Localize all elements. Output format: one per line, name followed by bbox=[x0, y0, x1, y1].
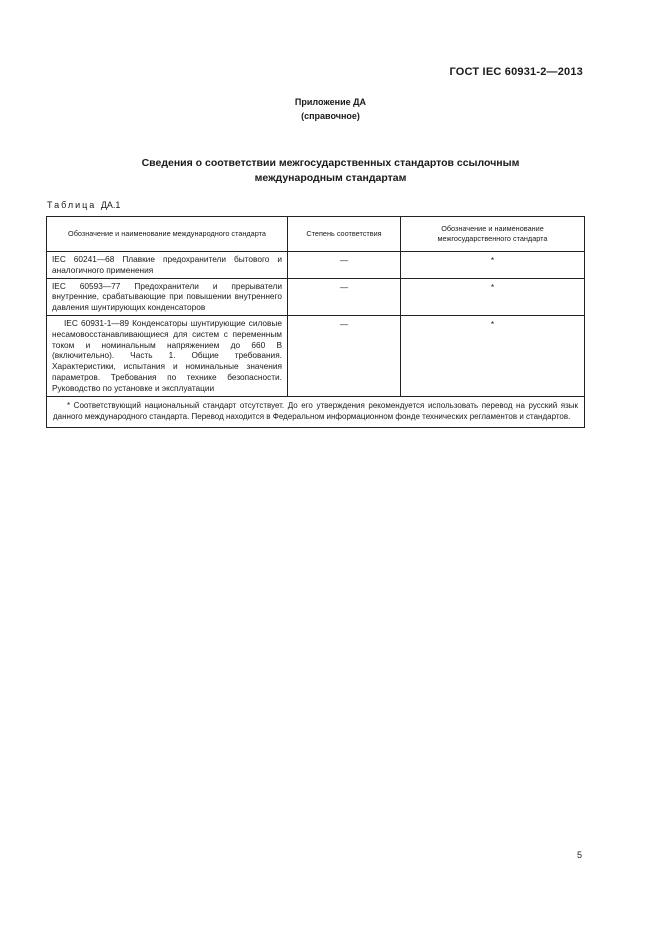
table-footnote-text: * Соответствующий национальный стандарт отсутствует. До его утверждения рекомендуется использовать перевод на русский язык данного международного стандарта. Перевод находится в Федеральном информационном фонде технических регламентов и стандартов. bbox=[53, 400, 578, 422]
table-caption-number: ДА.1 bbox=[100, 200, 121, 210]
table-header-row bbox=[47, 217, 585, 252]
header-interstate-standard: Обозначение и наименование межгосударственного стандарта bbox=[401, 217, 585, 252]
correspondence-table bbox=[46, 216, 585, 428]
row-international-standard: IEC 60593—77 Предохранители и прерыватели внутренние, срабатывающие при повышении внутреннего давления шунтирующих конденсаторов bbox=[47, 278, 288, 315]
document-code: ГОСТ IEC 60931-2—2013 bbox=[449, 66, 583, 78]
table-footnote bbox=[47, 396, 585, 427]
section-title-line-2: международным стандартам bbox=[254, 172, 407, 184]
row-degree: — bbox=[288, 315, 401, 396]
page-number: 5 bbox=[577, 850, 583, 860]
row-degree: — bbox=[288, 252, 401, 279]
row-interstate-standard: * bbox=[401, 278, 585, 315]
appendix-title: Приложение ДА bbox=[294, 97, 367, 107]
row-international-standard bbox=[47, 315, 288, 396]
row-international-standard-text: IEC 60931-1—89 Конденсаторы шунтирующие силовые несамовосстанавливающиеся для систем с переменным током и номинальным напряжением до 660 В (включительно). Часть 1. Общие требования. Характеристики, испытания и номинальные значения параметров. Требования по технике безопасности. Руководство по установке и эксплуатации bbox=[52, 317, 282, 393]
row-degree: — bbox=[288, 278, 401, 315]
row-interstate-standard: * bbox=[401, 252, 585, 279]
header-international-standard: Обозначение и наименование международного стандарта bbox=[47, 217, 288, 252]
table-row bbox=[47, 315, 585, 396]
section-title bbox=[60, 156, 601, 186]
table-footnote-row bbox=[47, 396, 585, 427]
row-interstate-standard: * bbox=[401, 315, 585, 396]
appendix-heading bbox=[0, 95, 661, 123]
table-row bbox=[47, 252, 585, 279]
table-caption bbox=[47, 200, 120, 210]
appendix-note: (справочное) bbox=[301, 111, 360, 121]
header-degree-of-correspondence: Степень соответствия bbox=[288, 217, 401, 252]
table-caption-prefix: Таблица bbox=[47, 200, 97, 210]
row-international-standard: IEC 60241—68 Плавкие предохранители бытового и аналогичного применения bbox=[47, 252, 288, 279]
section-title-line-1: Сведения о соответствии межгосударственных стандартов ссылочным bbox=[141, 157, 520, 169]
table-row bbox=[47, 278, 585, 315]
